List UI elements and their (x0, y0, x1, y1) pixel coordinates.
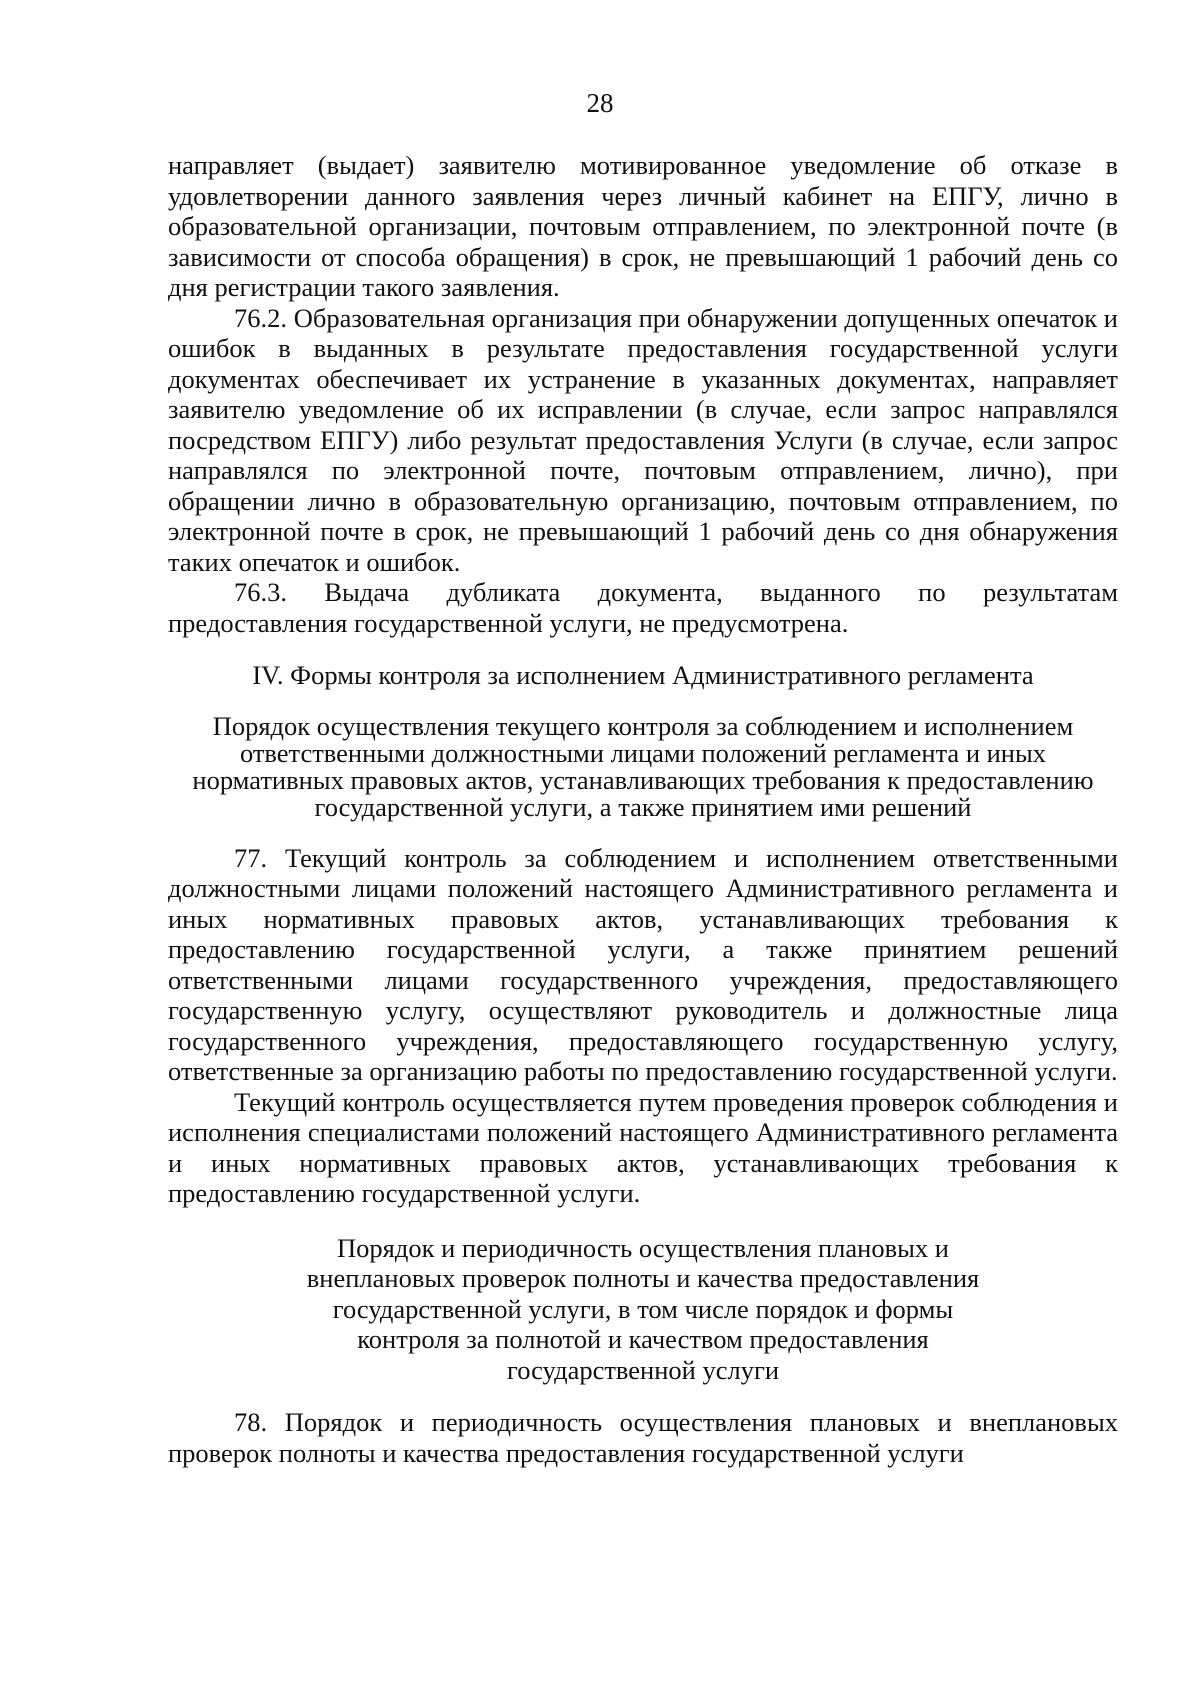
section-heading-iv: IV. Формы контроля за исполнением Административного регламента (252, 660, 1034, 690)
page-number: 28 (586, 88, 614, 118)
paragraph-current-control: Текущий контроль осуществляется путем проведения проверок соблюдения и исполнения специалистами положений настоящего Административного регламента и иных нормативных правовых актов, устанавливающих требования к предоставлению государственной услуги. (168, 1086, 1118, 1208)
paragraph-77: 77. Текущий контроль за соблюдением и исполнением ответственными должностными лицами положений настоящего Административного регламента и иных нормативных правовых актов, устанавливающих требования к предоставлению государственной услуги, а также принятием решений ответственными лицами государственного учреждения, предоставляющего государственную услугу, осуществляют руководитель и должностные лица государственного учреждения, предоставляющего государственную услугу, ответственные за организацию работы по предоставлению государственной услуги. (168, 842, 1118, 1086)
subsection-heading-planned-checks: Порядок и периодичность осуществления плановых и внеплановых проверок полноты и качества предоставления государственной услуги, в том числе порядок и формы контроля за полнотой и качеством предоставления государственной услуги (306, 1232, 980, 1385)
paragraph-continuation: направляет (выдает) заявителю мотивированное уведомление об отказе в удовлетворении данного заявления через личный кабинет на ЕПГУ, лично в образовательной организации, почтовым отправлением, по электронной почте (в зависимости от способа обращения) в срок, не превышающий 1 рабочий день со дня регистрации такого заявления. (168, 150, 1118, 302)
paragraph-78: 78. Порядок и периодичность осуществления плановых и внеплановых проверок полноты и качества предоставления государственной услуги (168, 1407, 1118, 1468)
page-content (168, 150, 1118, 1468)
subsection-heading-current-control: Порядок осуществления текущего контроля за соблюдением и исполнением ответственными должностными лицами положений регламента и иных нормативных правовых актов, устанавливающих требования к предоставлению государственной услуги, а также принятием ими решений (192, 710, 1094, 822)
paragraph-76-3: 76.3. Выдача дубликата документа, выданного по результатам предоставления государственной услуги, не предусмотрена. (168, 577, 1118, 638)
paragraph-76-2: 76.2. Образовательная организация при обнаружении допущенных опечаток и ошибок в выданных в результате предоставления государственной услуги документах обеспечивает их устранение в указанных документах, направляет заявителю уведомление об их исправлении (в случае, если запрос направлялся посредством ЕПГУ) либо результат предоставления Услуги (в случае, если запрос направлялся по электронной почте, почтовым отправлением, лично), при обращении лично в образовательную организацию, почтовым отправлением, по электронной почте в срок, не превышающий 1 рабочий день со дня обнаружения таких опечаток и ошибок. (168, 302, 1118, 577)
